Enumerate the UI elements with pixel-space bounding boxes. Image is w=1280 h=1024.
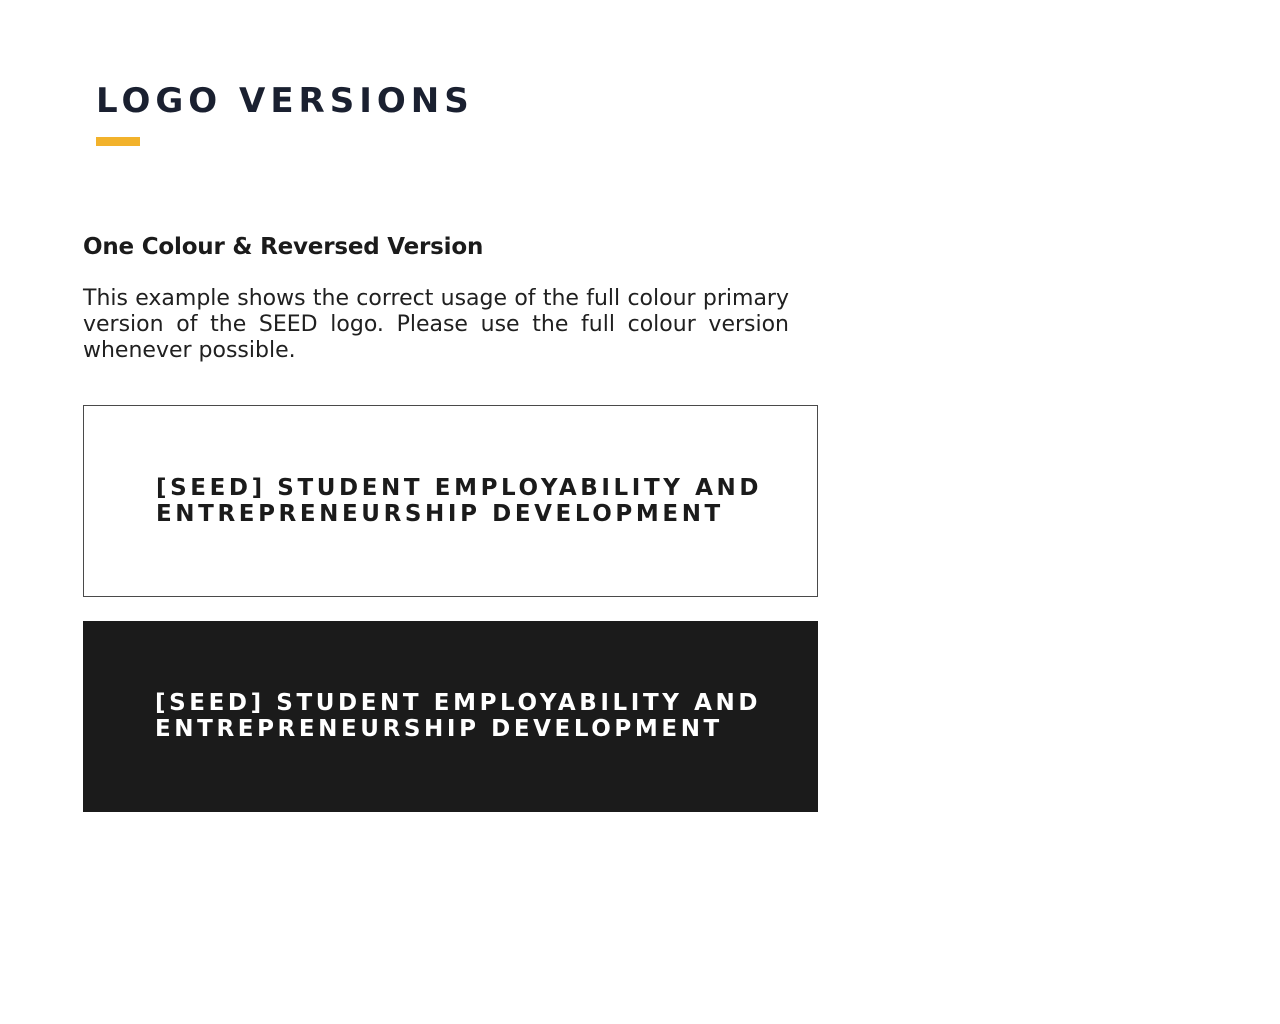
- section-heading: One Colour & Reversed Version: [83, 234, 484, 260]
- one-colour-logo-panel: [83, 405, 818, 597]
- logo-wordmark-line-2: ENTREPRENEURSHIP DEVELOPMENT: [155, 716, 723, 742]
- title-accent-bar: [96, 137, 140, 146]
- reversed-logo-panel: [83, 621, 818, 812]
- logo-wordmark-line-1: [SEED] STUDENT EMPLOYABILITY AND: [155, 690, 762, 716]
- one-colour-logo-wordmark: [156, 475, 762, 527]
- logo-wordmark-line-2: ENTREPRENEURSHIP DEVELOPMENT: [156, 501, 724, 527]
- reversed-logo-wordmark: [155, 690, 761, 742]
- page-title: LOGO VERSIONS: [96, 81, 474, 121]
- section-description: This example shows the correct usage of the full colour primary version of the SEED logo. Please use the full colour version whenever possible.: [83, 286, 789, 363]
- logo-wordmark-line-1: [SEED] STUDENT EMPLOYABILITY AND: [156, 475, 763, 501]
